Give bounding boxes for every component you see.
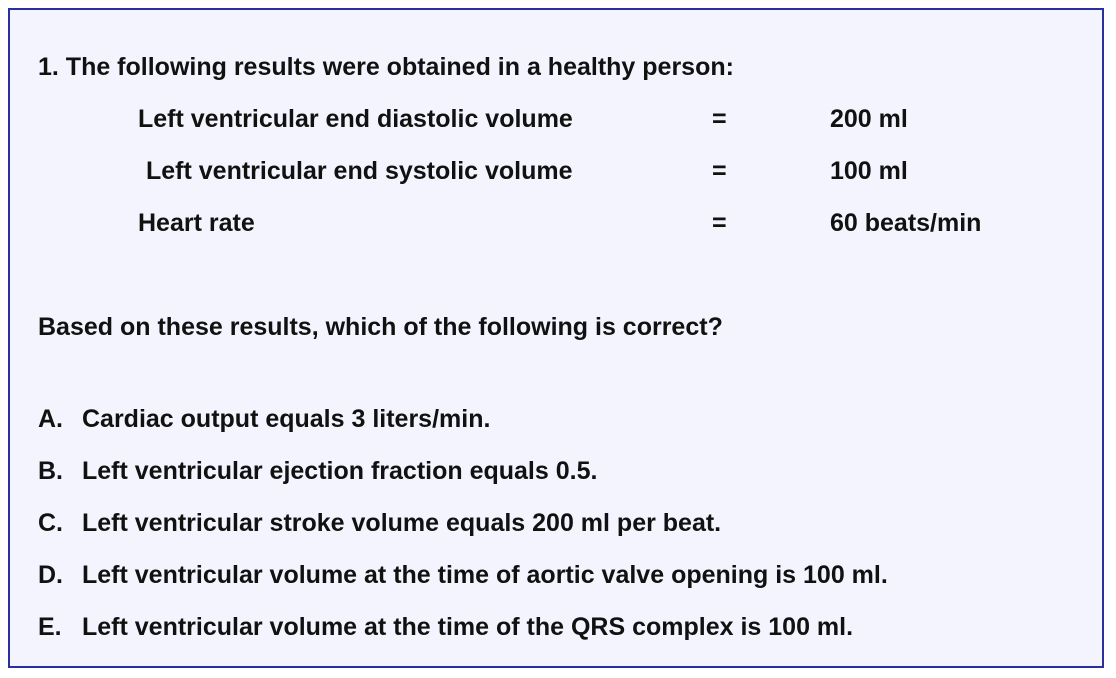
result-label-heart-rate: Heart rate (138, 209, 255, 237)
option-letter: A. (38, 405, 63, 433)
answer-option-b[interactable] (38, 456, 597, 486)
answer-option-e[interactable] (38, 612, 853, 642)
option-text: Left ventricular volume at the time of aortic valve opening is 100 ml. (82, 561, 888, 589)
result-value-edv: 200 ml (830, 105, 908, 133)
result-value-esv: 100 ml (830, 157, 908, 185)
question-card (8, 8, 1104, 668)
option-letter: D. (38, 561, 63, 589)
result-label-esv: Left ventricular end systolic volume (146, 157, 573, 185)
answer-option-c[interactable] (38, 508, 721, 538)
result-label-edv: Left ventricular end diastolic volume (138, 105, 573, 133)
option-text: Left ventricular ejection fraction equals 0.5. (82, 457, 598, 485)
option-text: Left ventricular stroke volume equals 200 ml per beat. (82, 509, 722, 537)
option-text: Left ventricular volume at the time of the QRS complex is 100 ml. (82, 613, 854, 641)
result-value-heart-rate: 60 beats/min (830, 209, 982, 237)
result-operator-esv: = (712, 157, 727, 185)
result-operator-edv: = (712, 105, 727, 133)
answer-option-d[interactable] (38, 560, 888, 590)
question-title: 1. The following results were obtained in a healthy person: (38, 53, 734, 81)
result-operator-heart-rate: = (712, 209, 727, 237)
option-letter: C. (38, 509, 63, 537)
answer-option-a[interactable] (38, 404, 490, 434)
option-text: Cardiac output equals 3 liters/min. (82, 405, 491, 433)
question-prompt: Based on these results, which of the following is correct? (38, 313, 723, 341)
option-letter: B. (38, 457, 63, 485)
option-letter: E. (38, 613, 62, 641)
